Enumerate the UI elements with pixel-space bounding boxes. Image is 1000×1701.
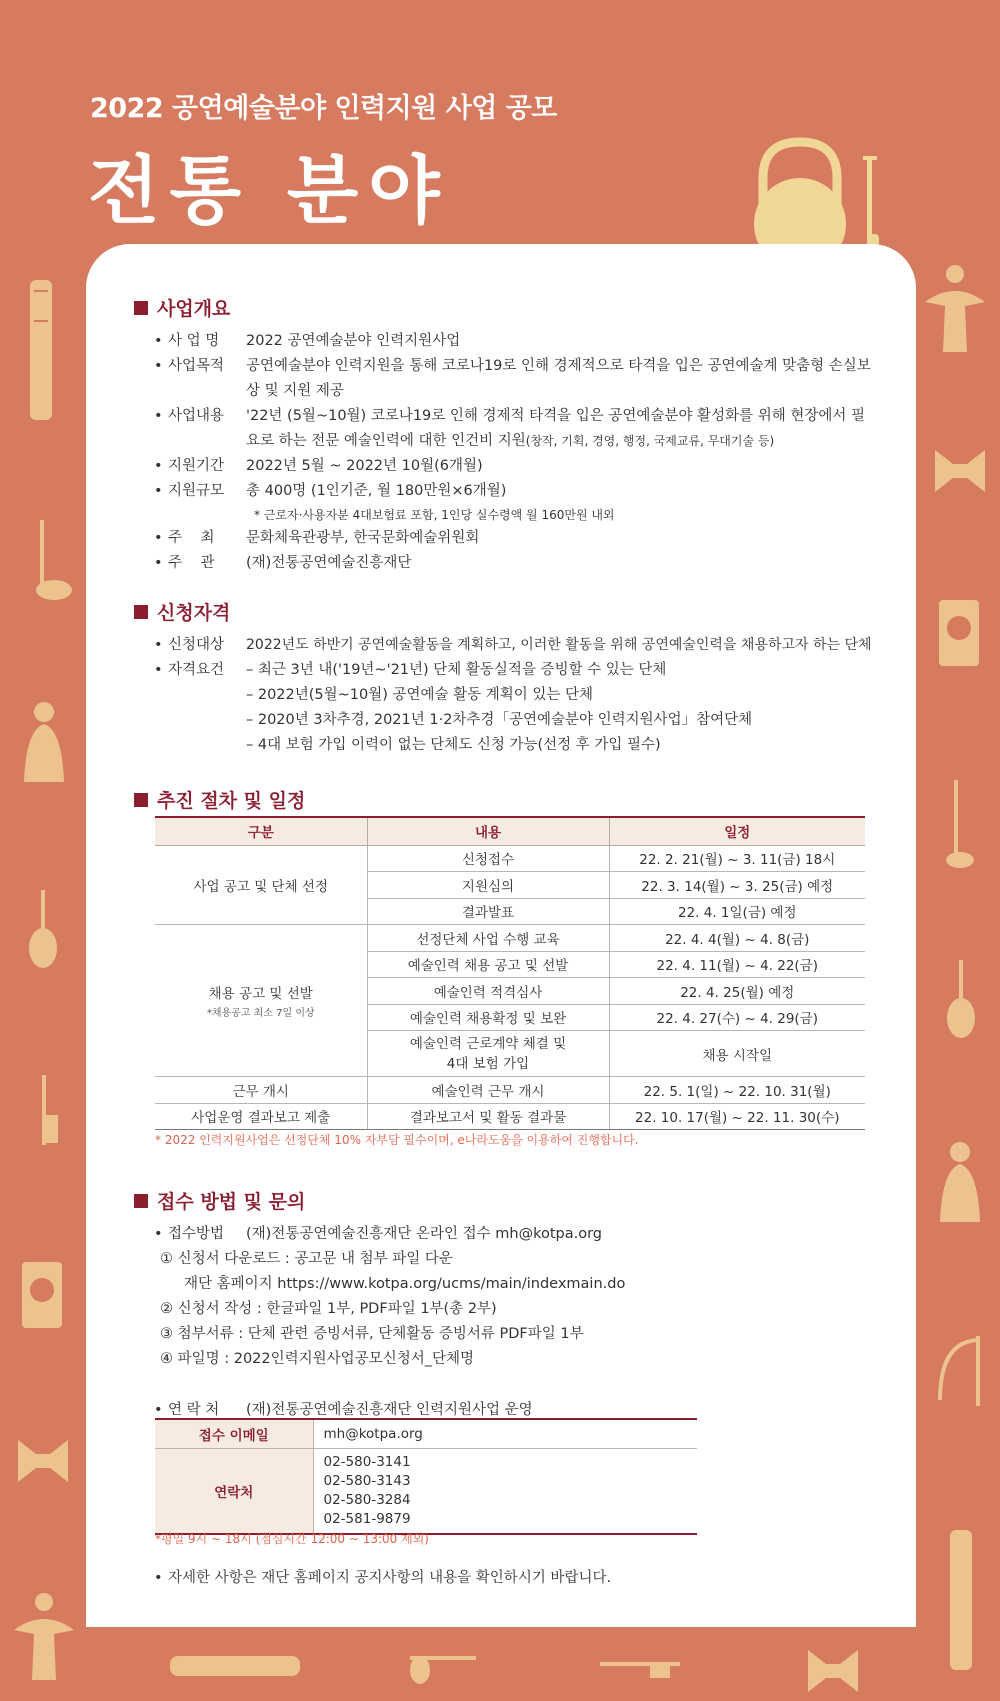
- ajaeng-icon: [28, 1075, 64, 1145]
- eligibility-row: • 신청대상 2022년도 하반기 공연예술활동을 계획하고, 이러한 활동을 위해 공연예술인력을 채용하고자 하는 단체: [154, 637, 872, 653]
- schedule-note: * 2022 인력지원사업은 선정단체 10% 자부담 필수이며, e나라도움을 이용하여 진행합니다.: [155, 1133, 639, 1147]
- section-heading: 사업개요: [134, 294, 871, 321]
- contact-table: [155, 1418, 697, 1535]
- content-cell: 예술인력 근로계약 체결 및 4대 보험 가입: [367, 1031, 609, 1077]
- phone-label: 연락처: [155, 1449, 313, 1535]
- phone-number: 02-580-3141: [323, 1454, 411, 1470]
- application-step: ④ 파일명 : 2022인력지원사업공모신청서_단체명: [160, 1351, 474, 1367]
- date-cell: 22. 5. 1(일) ~ 22. 10. 31(월): [609, 1077, 865, 1104]
- date-cell: 22. 4. 25(월) 예정: [609, 978, 865, 1005]
- column-header: 구분: [155, 817, 367, 845]
- ajaeng-horizontal-icon: [600, 1650, 680, 1680]
- table-row: [155, 1419, 697, 1449]
- table-row: [155, 1103, 865, 1130]
- dancer-figure-icon: [925, 262, 985, 352]
- requirement-item: – 4대 보험 가입 이력이 없는 단체도 신청 가능(선정 후 가입 필수): [246, 737, 661, 753]
- contact-row: • 연 락 처 (재)전통공연예술진흥재단 인력지원사업 운영: [154, 1402, 533, 1418]
- application-step: ② 신청서 작성 : 한글파일 1부, PDF파일 1부(총 2부): [160, 1301, 497, 1317]
- gayageum-horizontal-icon: [170, 1648, 300, 1682]
- overview-row: • 사업내용 '22년 (5월~10월) 코로나19로 인해 경제적 타격을 입은 공연예술분야 활성화를 위해 현장에서 필요로 하는 전문 예술인력에 대한 인건비 지원(창작, 기획, 경영, 행정, 국제교류, 무대기술 등): [154, 408, 865, 449]
- category-cell: 사업 공고 및 단체 선정: [155, 845, 367, 925]
- category-cell: 근무 개시: [155, 1077, 367, 1104]
- final-note: 자세한 사항은 재단 홈페이지 공지사항의 내용을 확인하시기 바랍니다.: [168, 1570, 612, 1586]
- date-cell: 22. 10. 17(월) ~ 22. 11. 30(수): [609, 1103, 865, 1130]
- table-row: [155, 845, 865, 872]
- musician-figure-icon: [18, 700, 70, 782]
- date-cell: 22. 4. 1일(금) 예정: [609, 898, 865, 925]
- bipa-icon: [944, 960, 978, 1040]
- content-cell: 신청접수: [367, 845, 609, 872]
- page-title: 전통 분야: [88, 148, 450, 234]
- scale-note: * 근로자·사용자분 4대보험료 포함, 1인당 실수령액 월 160만원 내외: [254, 508, 615, 522]
- content-cell: 예술인력 채용 공고 및 선발: [367, 951, 609, 978]
- homepage-link[interactable]: 재단 홈페이지 https://www.kotpa.org/ucms/main/indexmain.do: [184, 1276, 626, 1292]
- overview-row: • 지원규모 총 400명 (1인기준, 월 180만원×6개월): [154, 483, 507, 499]
- date-cell: 22. 3. 14(월) ~ 3. 25(금) 예정: [609, 872, 865, 899]
- schedule-table: [155, 816, 865, 1130]
- dancer-figure-icon: [14, 1590, 74, 1680]
- haegeum-icon: [938, 780, 978, 870]
- page-subtitle: 2022 공연예술분야 인력지원 사업 공모: [90, 93, 557, 124]
- application-row: • 접수방법 (재)전통공연예술진흥재단 온라인 접수 mh@kotpa.org: [154, 1226, 602, 1242]
- eligibility-section: [134, 598, 936, 758]
- square-bullet-icon: [134, 793, 148, 807]
- date-cell: 22. 2. 21(월) ~ 3. 11(금) 18시: [609, 845, 865, 872]
- hours-note: *평일 9시 ~ 18시 (점심시간 12:00 ~ 13:00 제외): [155, 1532, 429, 1546]
- category-cell: 사업운영 결과보고 제출: [155, 1103, 367, 1130]
- overview-row: • 사 업 명 2022 공연예술분야 인력지원사업: [154, 333, 461, 349]
- section-heading: 신청자격: [134, 598, 936, 625]
- application-step: ① 신청서 다운로드 : 공고문 내 첨부 파일 다운: [160, 1251, 453, 1267]
- overview-row: • 사업목적 공연예술분야 인력지원을 통해 코로나19로 인해 경제적으로 타격을 입은 공연예술계 맞춤형 손실보상 및 지원 제공: [154, 358, 871, 399]
- bell-frame-icon: [18, 1262, 66, 1328]
- table-row: [155, 1077, 865, 1104]
- musician-figure-icon: [934, 1140, 986, 1222]
- table-row: [155, 925, 865, 952]
- overview-row: • 지원기간 2022년 5월 ~ 2022년 10월(6개월): [154, 458, 483, 474]
- square-bullet-icon: [134, 1194, 148, 1208]
- email-value[interactable]: mh@kotpa.org: [313, 1419, 697, 1449]
- application-step: ③ 첨부서류 : 단체 관련 증빙서류, 단체활동 증빙서류 PDF파일 1부: [160, 1326, 584, 1342]
- requirement-item: – 2020년 3차추경, 2021년 1·2차추경「공연예술분야 인력지원사업」참여단체: [246, 712, 753, 728]
- janggu-icon: [18, 1440, 68, 1482]
- gayageum-icon: [22, 280, 60, 420]
- requirement-item: – 2022년(5월~10월) 공연예술 활동 계획이 있는 단체: [246, 687, 594, 703]
- harp-icon: [930, 1330, 990, 1410]
- overview-row: • 주 최 문화체육관광부, 한국문화예술위원회: [154, 530, 480, 546]
- phone-number: 02-581-9879: [323, 1511, 411, 1527]
- date-cell: 22. 4. 11(월) ~ 4. 22(금): [609, 951, 865, 978]
- content-cell: 선정단체 사업 수행 교육: [367, 925, 609, 952]
- phone-number: 02-580-3284: [323, 1492, 411, 1508]
- date-cell: 22. 4. 27(수) ~ 4. 29(금): [609, 1004, 865, 1031]
- overview-section: [134, 294, 871, 576]
- category-note: *채용공고 최소 7일 이상: [206, 1008, 315, 1019]
- email-label: 접수 이메일: [155, 1419, 313, 1449]
- overview-row: • 주 관 (재)전통공연예술진흥재단: [154, 555, 412, 571]
- table-header-row: [155, 817, 865, 845]
- column-header: 일정: [609, 817, 865, 845]
- category-cell: 채용 공고 및 선발 *채용공고 최소 7일 이상: [155, 925, 367, 1077]
- date-cell: 22. 4. 4(월) ~ 4. 8(금): [609, 925, 865, 952]
- final-note-row: • 자세한 사항은 재단 홈페이지 공지사항의 내용을 확인하시기 바랍니다.: [154, 1566, 611, 1591]
- haegeum-icon: [18, 520, 74, 604]
- content-cell: 결과보고서 및 활동 결과물: [367, 1103, 609, 1130]
- square-bullet-icon: [134, 301, 148, 315]
- application-section: [134, 1187, 871, 1423]
- janggu-icon: [935, 450, 985, 492]
- schedule-section: [134, 786, 305, 813]
- content-cell: 예술인력 채용확정 및 보완: [367, 1004, 609, 1031]
- square-bullet-icon: [134, 605, 148, 619]
- phone-list: [313, 1449, 697, 1535]
- content-cell: 결과발표: [367, 898, 609, 925]
- table-row: [155, 1449, 697, 1535]
- content-cell: 예술인력 적격심사: [367, 978, 609, 1005]
- section-heading: 추진 절차 및 일정: [134, 786, 305, 813]
- eligibility-row: • 자격요건 – 최근 3년 내('19년~'21년) 단체 활동실적을 증빙할 수 있는 단체: [154, 662, 667, 678]
- janggu-icon: [808, 1650, 858, 1692]
- content-cell: 예술인력 근무 개시: [367, 1077, 609, 1104]
- phone-number: 02-580-3143: [323, 1473, 411, 1489]
- bell-frame-icon: [935, 600, 983, 666]
- column-header: 내용: [367, 817, 609, 845]
- gayageum-icon: [942, 1530, 980, 1670]
- content-cell: 지원심의: [367, 872, 609, 899]
- date-cell: 채용 시작일: [609, 1031, 865, 1077]
- haegeum-horizontal-icon: [410, 1632, 480, 1688]
- bipa-icon: [26, 890, 60, 970]
- section-heading: 접수 방법 및 문의: [134, 1187, 871, 1214]
